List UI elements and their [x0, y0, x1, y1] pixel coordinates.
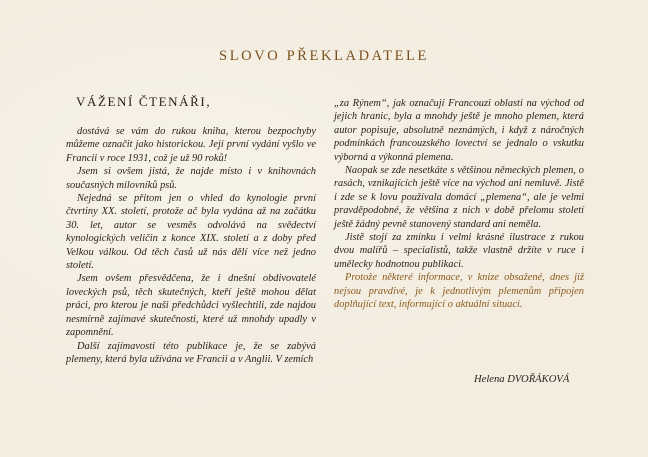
signature: Helena DVOŘÁKOVÁ: [474, 374, 570, 385]
left-paragraph-2: Jsem si ovšem jistá, že najde místo i v knihovnách současných milovníků psů.: [66, 166, 316, 191]
translator-note: Protože některé informace, v knize obsažené, dnes již nejsou pravdivé, je k jednotlivým plemenům připojen doplňující text, informující o aktuální situaci.: [334, 272, 584, 311]
left-paragraph-4: Jsem ovšem přesvědčena, že i dnešní obdivovatelé loveckých psů, těch skutečných, kteří ještě mohou dělat práci, pro kterou je naši předchůdci vyšlechtili, zde najdou nesmírně zajímavé skutečnosti, které už mnohdy upadly v zapomnění.: [66, 273, 316, 339]
left-paragraph-3: Nejedná se přitom jen o vhled do kynologie první čtvrtiny XX. století, protože ač byla vydána až na začátku 30. let, autor se vesměs odvolává na svědectví kynologických veličin z konce XIX. století a z doby před Velkou válkou. Od těch časů už nás dělí více než jedno století.: [66, 193, 316, 272]
left-paragraph-5: Další zajímavostí této publikace je, že se zabývá plemeny, která byla užívána ve Francii a v Anglii. V zemích: [66, 340, 316, 365]
page-title: SLOVO PŘEKLADATELE: [219, 48, 429, 64]
right-paragraph-2: Naopak se zde nesetkáte s většinou německých plemen, o rasách, vznikajících ještě více na východ ani nemluvě. Jistě i zde se k lovu používala domácí „plemena“, ale je velmi pravděpodobné, že většina z nich v době přelomu století ještě žádný pevně stanovený standard ani neměla.: [334, 165, 584, 230]
right-paragraph-3: Jistě stojí za zmínku i velmi krásné ilustrace z rukou dvou malířů – specialistů, takže vlastně držíte v ruce i umělecky hodnotnou publikaci.: [334, 232, 584, 270]
greeting: VÁŽENÍ ČTENÁŘI,: [76, 94, 212, 109]
right-paragraph-1: „za Rýnem“, jak označují Francouzi oblasti na východ od jejich hranic, byla a mnohdy ještě je mnoho plemen, která autor popisuje, absolutně neznámých, i když z náročných podmínkách francouzského lovectví se jednalo o vskutku výborná a výkonná plemena.: [334, 98, 584, 163]
left-paragraph-1: dostává se vám do rukou kniha, kterou bezpochyby můžeme označit jako historickou. Její první vydání vyšlo ve Francii v roce 1931, což je už 90 roků!: [66, 126, 316, 164]
right-column: [334, 97, 584, 312]
left-column: [66, 125, 316, 366]
